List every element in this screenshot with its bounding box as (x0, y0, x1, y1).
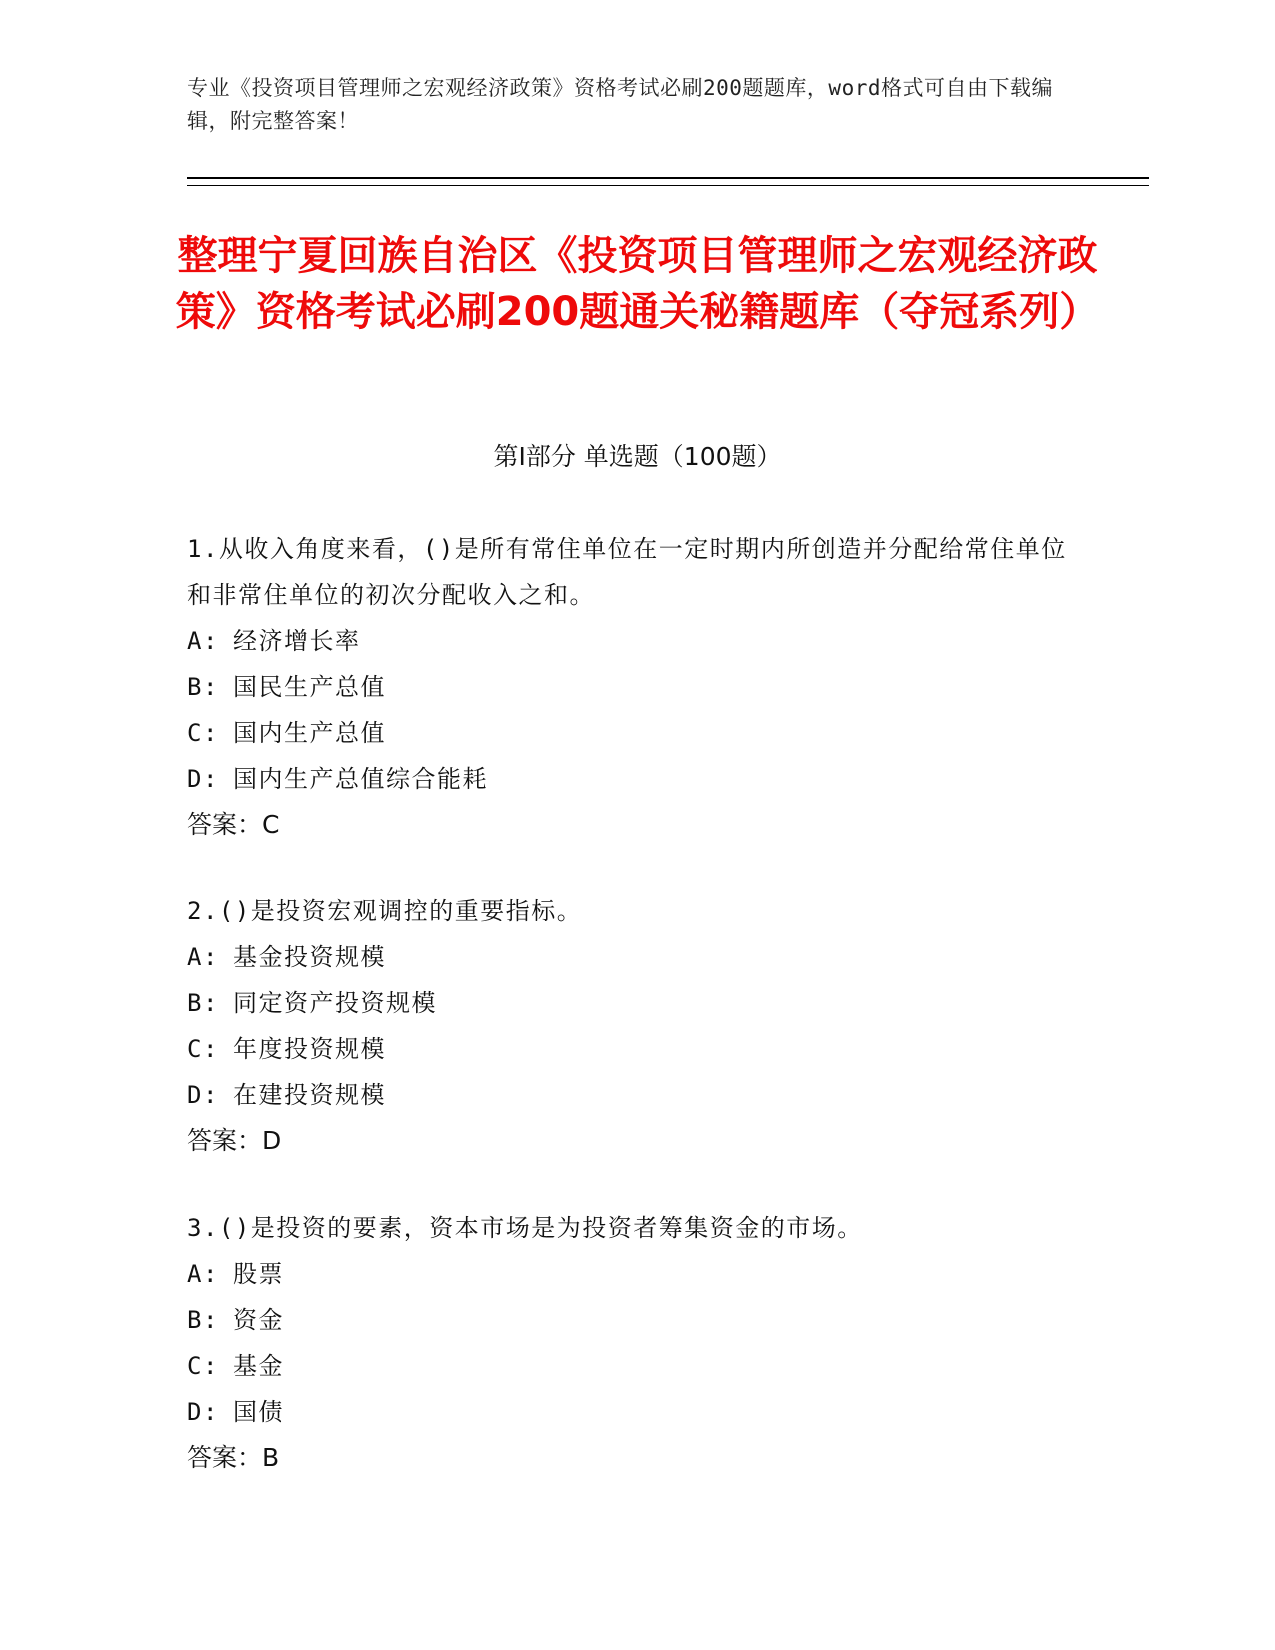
answer-line: 答案：D (187, 1126, 282, 1155)
header-note: 专业《投资项目管理师之宏观经济政策》资格考试必刷200题题库，word格式可自由下载编辑，附完整答案！ (187, 76, 1053, 133)
option-key: A: (187, 1260, 219, 1288)
option-key: C: (187, 719, 219, 747)
option-a (187, 618, 1067, 664)
option-key: B: (187, 989, 219, 1017)
option-a (187, 1251, 1067, 1297)
option-c (187, 710, 1067, 756)
option-key: A: (187, 943, 219, 971)
section-title: 第Ⅰ部分 单选题（100题） (493, 442, 782, 471)
option-a (187, 934, 1067, 980)
option-key: B: (187, 1306, 219, 1334)
option-text: 国债 (233, 1398, 284, 1426)
question-1 (187, 526, 1067, 848)
option-d (187, 756, 1067, 802)
option-text: 年度投资规模 (233, 1035, 386, 1063)
option-text: 国民生产总值 (233, 673, 386, 701)
option-text: 国内生产总值综合能耗 (233, 765, 488, 793)
option-b (187, 980, 1067, 1026)
option-key: D: (187, 1398, 219, 1426)
option-b (187, 1297, 1067, 1343)
option-text: 同定资产投资规模 (233, 989, 437, 1017)
header-divider-thin (187, 185, 1149, 186)
option-text: 经济增长率 (233, 627, 361, 655)
option-b (187, 664, 1067, 710)
option-key: D: (187, 765, 219, 793)
answer-line: 答案：C (187, 810, 280, 839)
option-key: B: (187, 673, 219, 701)
option-key: C: (187, 1035, 219, 1063)
answer-line: 答案：B (187, 1443, 280, 1472)
option-text: 国内生产总值 (233, 719, 386, 747)
option-d (187, 1072, 1067, 1118)
option-text: 基金投资规模 (233, 943, 386, 971)
option-c (187, 1026, 1067, 1072)
option-text: 资金 (233, 1306, 284, 1334)
option-key: D: (187, 1081, 219, 1109)
question-2 (187, 888, 1067, 1164)
question-stem: 1.从收入角度来看，()是所有常住单位在一定时期内所创造并分配给常住单位和非常住单位的初次分配收入之和。 (187, 535, 1067, 609)
question-stem: 3.()是投资的要素，资本市场是为投资者筹集资金的市场。 (187, 1214, 863, 1242)
option-text: 股票 (233, 1260, 284, 1288)
option-key: A: (187, 627, 219, 655)
option-key: C: (187, 1352, 219, 1380)
document-title: 整理宁夏回族自治区《投资项目管理师之宏观经济政策》资格考试必刷200题通关秘籍题库（夺冠系列） (175, 233, 1100, 335)
option-c (187, 1343, 1067, 1389)
question-3 (187, 1205, 1067, 1481)
question-stem: 2.()是投资宏观调控的重要指标。 (187, 897, 583, 925)
header-divider-thick (187, 177, 1149, 179)
option-text: 基金 (233, 1352, 284, 1380)
option-d (187, 1389, 1067, 1435)
option-text: 在建投资规模 (233, 1081, 386, 1109)
